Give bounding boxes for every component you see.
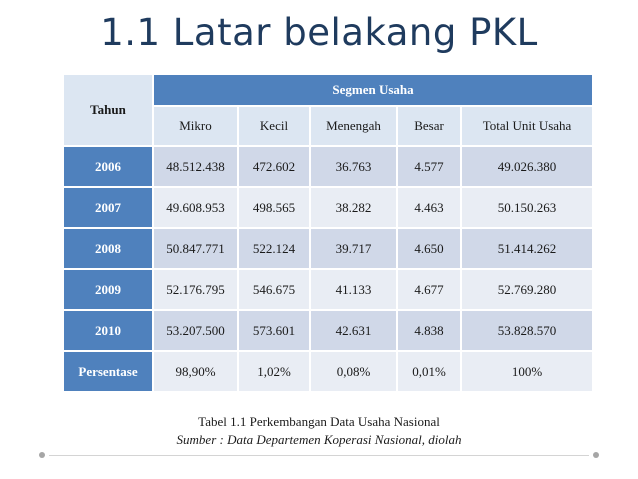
table-cell: 53.828.570 <box>461 310 593 351</box>
table-cell: 573.601 <box>238 310 310 351</box>
footer-left-dot <box>39 452 45 458</box>
table-row <box>63 310 593 351</box>
table-cell: 51.414.262 <box>461 228 593 269</box>
table-cell: 0,01% <box>397 351 461 392</box>
table-cell: 4.677 <box>397 269 461 310</box>
slide-title: 1.1 Latar belakang PKL <box>100 11 538 54</box>
table-cell: 52.769.280 <box>461 269 593 310</box>
data-table <box>62 73 594 393</box>
table-cell: 52.176.795 <box>153 269 238 310</box>
table-cell: 498.565 <box>238 187 310 228</box>
table-cell: 4.463 <box>397 187 461 228</box>
table-cell: 4.577 <box>397 146 461 187</box>
table-cell: 4.650 <box>397 228 461 269</box>
table-row <box>63 228 593 269</box>
footer-right-dot <box>593 452 599 458</box>
row-label: 2007 <box>63 187 153 228</box>
header-kecil: Kecil <box>238 106 310 146</box>
row-label: 2006 <box>63 146 153 187</box>
table-cell: 49.026.380 <box>461 146 593 187</box>
table-caption: Tabel 1.1 Perkembangan Data Usaha Nasional <box>198 414 440 429</box>
table-cell: 49.608.953 <box>153 187 238 228</box>
header-segmen-usaha: Segmen Usaha <box>153 74 593 106</box>
table-row <box>63 187 593 228</box>
table-row <box>63 351 593 392</box>
table-row <box>63 269 593 310</box>
header-tahun: Tahun <box>63 74 153 146</box>
table-header-row <box>63 74 593 106</box>
table-cell: 1,02% <box>238 351 310 392</box>
header-mikro: Mikro <box>153 106 238 146</box>
table-body <box>63 146 593 392</box>
row-label: 2010 <box>63 310 153 351</box>
table-cell: 98,90% <box>153 351 238 392</box>
table-cell: 472.602 <box>238 146 310 187</box>
table-cell: 42.631 <box>310 310 397 351</box>
header-besar: Besar <box>397 106 461 146</box>
table-cell: 50.150.263 <box>461 187 593 228</box>
table-cell: 39.717 <box>310 228 397 269</box>
footer-divider <box>49 455 589 456</box>
table-cell: 4.838 <box>397 310 461 351</box>
table-cell: 53.207.500 <box>153 310 238 351</box>
table-source: Sumber : Data Departemen Koperasi Nasional, diolah <box>176 432 462 447</box>
row-label: 2008 <box>63 228 153 269</box>
row-label: 2009 <box>63 269 153 310</box>
table-cell: 50.847.771 <box>153 228 238 269</box>
table-cell: 38.282 <box>310 187 397 228</box>
header-total-unit-usaha: Total Unit Usaha <box>461 106 593 146</box>
table-row <box>63 146 593 187</box>
table-cell: 36.763 <box>310 146 397 187</box>
table-cell: 0,08% <box>310 351 397 392</box>
table-cell: 100% <box>461 351 593 392</box>
table-cell: 546.675 <box>238 269 310 310</box>
header-menengah: Menengah <box>310 106 397 146</box>
table-cell: 41.133 <box>310 269 397 310</box>
row-label: Persentase <box>63 351 153 392</box>
table-cell: 522.124 <box>238 228 310 269</box>
table-cell: 48.512.438 <box>153 146 238 187</box>
